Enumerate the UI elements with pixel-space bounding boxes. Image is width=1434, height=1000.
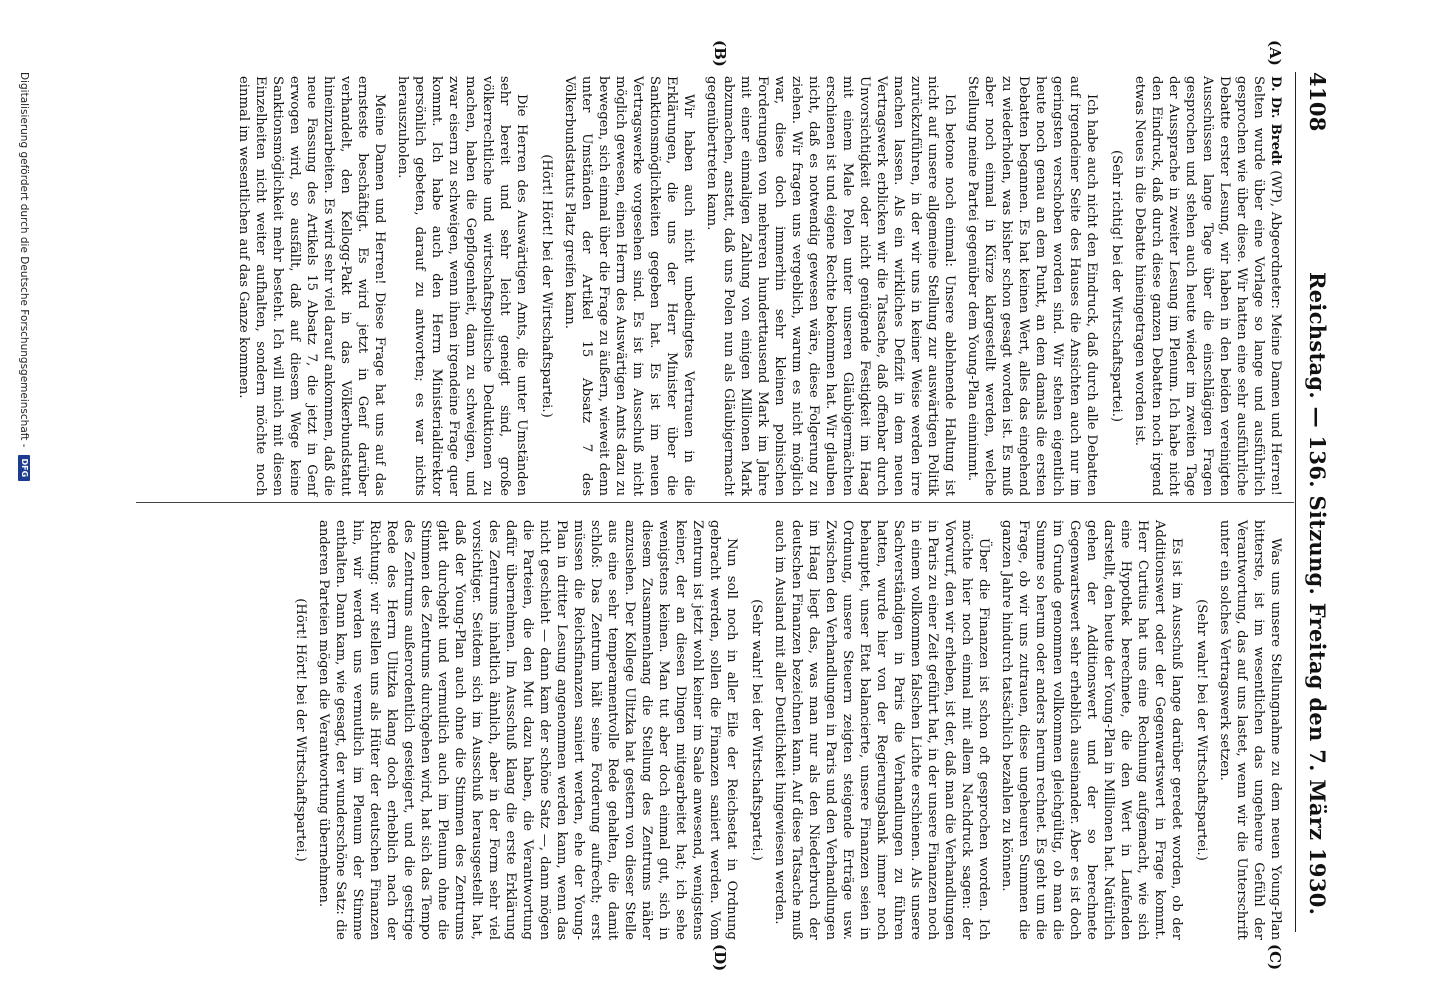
left-column [229,76,1284,496]
digitization-footer [12,72,30,932]
page-header [1298,72,1334,932]
page-number: 4108 [1305,72,1330,132]
interjection: (Sehr wahr! bei der Wirtschaftspartei.) [749,599,764,861]
column-divider [136,502,1294,503]
paragraph: Die Herren des Auswärtigen Amts, die unter Umständen sehr bereit und sehr leicht geneigt sind, große völkerrechtliche und wirtschaftspolitische Deduktionen zu machen, haben die Gepflogenheit, dann zu schweigen, und zwar eisern zu schweigen, wenn ihnen irgendeine Frage quer kommt. Ich habe auch den Herrn Ministerialdirektor persönlich gebeten, darauf zu antworten; es war nichts herauszuholen. [395,76,529,496]
interjection: (Hört! Hört! bei der Wirtschaftspartei.) [539,154,554,418]
header-rule [1295,72,1296,932]
right-column [284,520,1284,940]
margin-mark-b: (B) [711,40,729,67]
paragraph-text: (WP), Abgeordneter: Meine Damen und Herren! Selten wurde über eine Vorlage so lange und ausführlich gesprochen wie über diese. Wir hatten eine sehr ausführliche Debatte erster Lesung, wir haben in den beiden vereinigten Ausschüssen lange Tage über die einschlägigen Fragen gesprochen und stehen auch heute wieder im zweiten Tage der Aussprache in zweiter Lesung im Plenum. Ich habe nicht den Eindruck, daß durch diese ganzen Debatten noch irgend etwas Neues in die Debatte hineingetragen worden ist. [1132,76,1283,496]
paragraph: Ich habe auch nicht den Eindruck, daß durch alle Debatten auf irgendeiner Seite des Hauses die Ansichten auch nur im geringsten verschoben worden sind. Wir stehen eigentlich heute noch genau an dem Punkt, an dem damals die ersten Debatten begannen. Es hat keinen Wert, alles das eingehend zu wiederholen, was bisher schon gesagt worden ist. Es muß aber noch einmal in Kürze klargestellt werden, welche Stellung meine Partei gegenüber dem Young-Plan einnimmt. [965,76,1099,496]
margin-mark-c: (C) [1266,944,1284,971]
interjection: (Sehr richtig! bei der Wirtschaftspartei.) [1109,149,1124,423]
margin-mark-d: (D) [711,944,729,972]
interjection: (Sehr wahr! bei der Wirtschaftspartei.) [1194,599,1209,861]
page-title: Reichstag. — 136. Sitzung. Freitag den 7. März 1930. [1305,272,1330,916]
paragraph: Wir haben auch nicht unbedingtes Vertrauen in die Erklärungen, die uns der Herr Minister über die Sanktionsmöglichkeiten gegeben hat. Es ist im neuen Vertragswerke vorgesehen sind. Es ist im Ausschuß nicht möglich gewesen, einen Herrn des Auswärtigen Amts dazu zu bewegen, sich einmal über die Frage zu äußern, wieweit denn unter Umständen der Artikel 15 Absatz 7 des Völkerbundstatuts Platz greifen kann. [562,76,696,496]
paragraph: Was uns unsere Stellungnahme zu dem neuen Young-Plan bitterste, ist im wesentlichen das ungeheure Gefühl der Verantwortung, das auf uns lastet, wenn wir die Unterschrift unter ein solches Vertragswerk setzen. [1217,520,1283,940]
paragraph: Es ist im Ausschuß lange darüber geredet worden, ob der Additionswert oder der Gegenwartswert in Frage kommt. Herr Curtius hat uns eine Rechnung aufgemacht, wie sich eine Hypothek berechnete, die den Wert in Laufenden darstellt, den heute der Young-Plan in Millionen hat. Natürlich gehen der Additionswert und der so berechnete Gegenwartswert sehr erheblich auseinander. Aber es ist doch im Grunde genommen vollkommen gleichgültig, ob man die Summe so herum oder anders herum rechnet. Es geht um die Frage, ob wir uns zutrauen, diese ungeheuren Summen die ganzen Jahre hindurch tatsächlich bezahlen zu können. [999,520,1184,940]
speaker-name: D. Dr. Bredt [1268,76,1283,166]
paragraph: Über die Finanzen ist schon oft gesprochen worden. Ich möchte hier noch einmal mit allem Nachdruck sagen: der Vorwurf, den wir erheben, ist der, daß man die Verhandlungen in Paris zu einer Zeit geführt hat, in der unsere Finanzen noch in einem vollkommen falschen Lichte erschienen. Als unsere Sachverständigen in Paris die Verhandlungen zu führen hatten, wurde hier von der Regierungsbank immer noch behauptet, unser Etat balancierte, unsere Finanzen seien in Ordnung, unsere Steuern zeigten steigende Erträge usw. Zwischen den Verhandlungen in Paris und den Verhandlungen im Haag liegt das, was man nur als den Niederbruch der deutschen Finanzen bezeichnen kann. Auf diese Tatsache muß auch im Ausland mit aller Deutlichkeit hingewiesen werden. [772,520,991,940]
paragraph: Meine Damen und Herren! Diese Frage hat uns auf das ernsteste beschäftigt. Es wird jetzt in Genf darüber verhandelt, den Kellogg-Pakt in das Völkerbundstatut hineinzuarbeiten. Es wird sehr viel darauf ankommen, daß die neue Fassung des Artikels 15 Absatz 7, die jetzt in Genf erwogen wird, so ausfällt, daß auf diesem Wege keine Sanktionsmöglichkeit mehr besteht. Ich will mich mit diesen Einzelheiten nicht weiter aufhalten, sondern möchte noch einmal im wesentlichen auf das Ganze kommen. [236,76,387,496]
paragraph: Nun soll noch in aller Eile der Reichsetat in Ordnung gebracht werden, sollen die Finanzen saniert werden. Vom Zentrum ist jetzt wohl keiner im Saale anwesend, wenigstens keiner, der an diesen Dingen mitgearbeitet hat; ich sehe wenigstens keinen. Man tut aber doch einmal gut, sich in diesem Zusammenhang die Stellung des Zentrums näher anzusehen. Der Kollege Ulitzka hat gestern von dieser Stelle aus eine sehr temperamentvolle Rede gehalten, die damit schloß: Das Zentrum hält seine Forderung aufrecht; erst müssen die Reichsfinanzen saniert werden, ehe der Young-Plan in dritter Lesung angenommen werden kann, wenn das nicht geschieht — dann kam der schöne Satz —, dann mögen die Parteien, die den Mut dazu haben, die Verantwortung dafür übernehmen. Im Ausschuß klang die erste Erklärung des Zentrums inhaltlich ähnlich, aber in der Form sehr viel vorsichtiger. Seitdem sich im Ausschuß herausgestellt hat, daß der Young-Plan auch ohne die Stimmen des Zentrums glatt durchgeht und vermutlich auch im Plenum ohne die Stimmen des Zentrums durchgehen wird, hat sich das Tempo des Zentrums außerordentlich gesteigert, und die gestrige Rede des Herrn Ulitzka klang doch erheblich nach der Richtung: wir stellen uns als Hüter der deutschen Finanzen hin, wir werden uns vermutlich im Plenum der Stimme enthalten. Dann kam, wie gesagt, der wunderschöne Satz: die anderen Parteien mögen die Verantwortung übernehmen. [316,520,739,940]
dfg-logo-icon: DFG [18,455,30,481]
margin-mark-a: (A) [1266,40,1284,66]
interjection: (Hört! Hört! bei der Wirtschaftspartei.) [293,598,308,862]
paragraph [1131,76,1284,496]
footer-text: Digitalisierung gefördert durch die Deutsche Forschungsgemeinschaft - [18,72,30,448]
paragraph: Ich betone noch einmal: Unsere ablehnende Haltung ist nicht auf unsere allgemeine Stellung zur auswärtigen Politik zurückzuführen, in der wir uns in keiner Weise werden irre machen lassen. Als ein wirkliches Defizit in dem neuen Vertragswerk erblicken wir die Tatsache, daß offenbar durch Unvorsichtigkeit oder nicht genügende Festigkeit im Haag mit einem Male Polen unter unseren Gläubigermächten erschienen ist und eigene Rechte bekommen hat. Wir glauben nicht, daß es notwendig gewesen wäre, diese Folgerung zu ziehen. Wir fragen uns vergeblich, warum es nicht möglich war, diese doch immerhin sehr kleinen polnischen Forderungen von mehreren hunderttausend Mark im Jahre mit einer einmaligen Zahlung von einigen Millionen Mark abzumachen, anstatt, daß uns Polen nun als Gläubigermacht gegenübertreten kann. [704,76,957,496]
